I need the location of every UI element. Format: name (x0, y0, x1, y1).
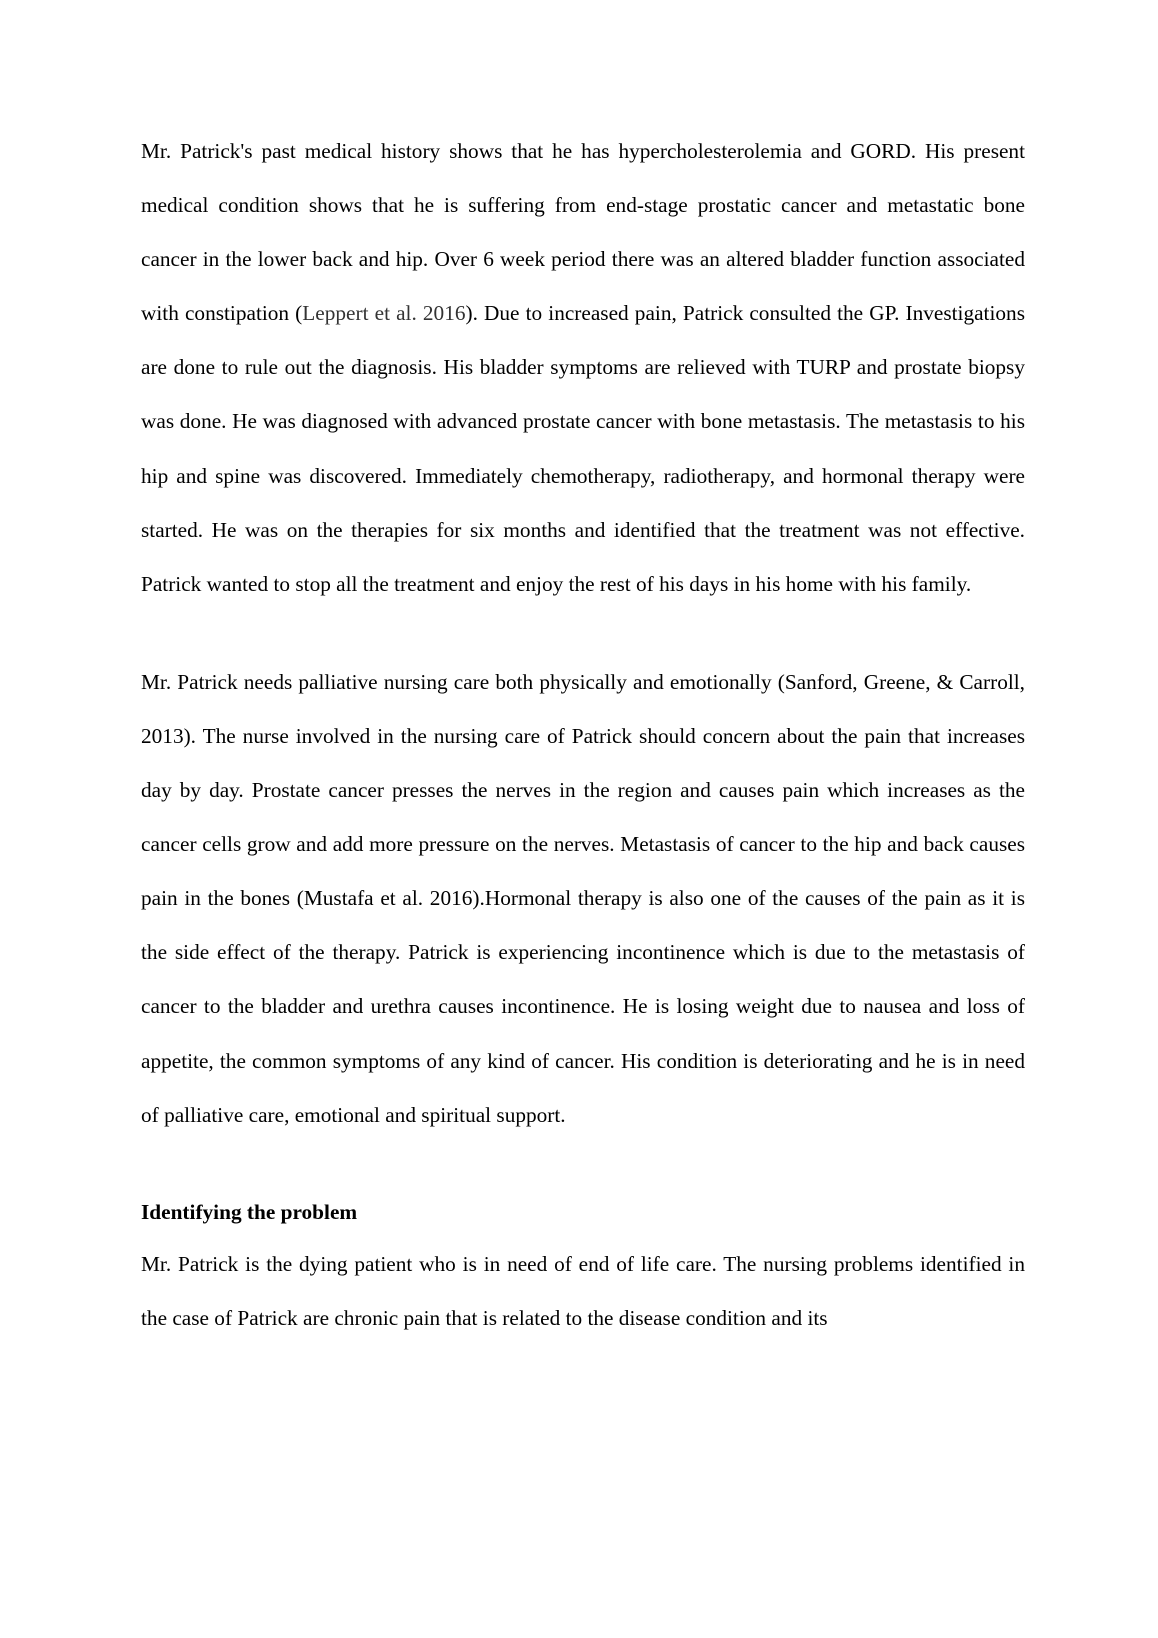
section-heading: Identifying the problem (141, 1199, 358, 1224)
paragraph-text: Mr. Patrick's past medical history shows that he has hypercholesterolemia and GORD. His present medical condition shows that he is suffering from end-stage prostatic cancer and metastatic bone cancer in the lower back and hip. Over 6 week period there was an altered bladder function associated with constipation ( (141, 139, 1025, 326)
paragraph-text: Mr. Patrick is the dying patient who is in need of end of life care. The nursing problems identified in the case of Patrick are chronic pain that is related to the disease condition and its (141, 1251, 1025, 1330)
paragraph-medical-history (141, 124, 1025, 611)
paragraph-palliative-care (141, 655, 1025, 1142)
paragraph-problem (141, 1237, 1025, 1345)
paragraph-text: Mr. Patrick needs palliative nursing care both physically and emotionally (Sanford, Greene, & Carroll, 2013). The nurse involved in the nursing care of Patrick should concern about the pain that increases day by day. Prostate cancer presses the nerves in the region and causes pain which increases as the cancer cells grow and add more pressure on the nerves. Metastasis of cancer to the hip and back causes pain in the bones (Mustafa et al. 2016).Hormonal therapy is also one of the causes of the pain as it is the side effect of the therapy. Patrick is experiencing incontinence which is due to the metastasis of cancer to the bladder and urethra causes incontinence. He is losing weight due to nausea and loss of appetite, the common symptoms of any kind of cancer. His condition is deteriorating and he is in need of palliative care, emotional and spiritual support. (141, 669, 1025, 1127)
document-body (141, 124, 1025, 1345)
citation: Leppert et al. 2016 (302, 301, 466, 326)
paragraph-text: ). Due to increased pain, Patrick consulted the GP. Investigations are done to rule out the diagnosis. His bladder symptoms are relieved with TURP and prostate biopsy was done. He was diagnosed with advanced prostate cancer with bone metastasis. The metastasis to his hip and spine was discovered. Immediately chemotherapy, radiotherapy, and hormonal therapy were started. He was on the therapies for six months and identified that the treatment was not effective. Patrick wanted to stop all the treatment and enjoy the rest of his days in his home with his family. (141, 301, 1025, 596)
